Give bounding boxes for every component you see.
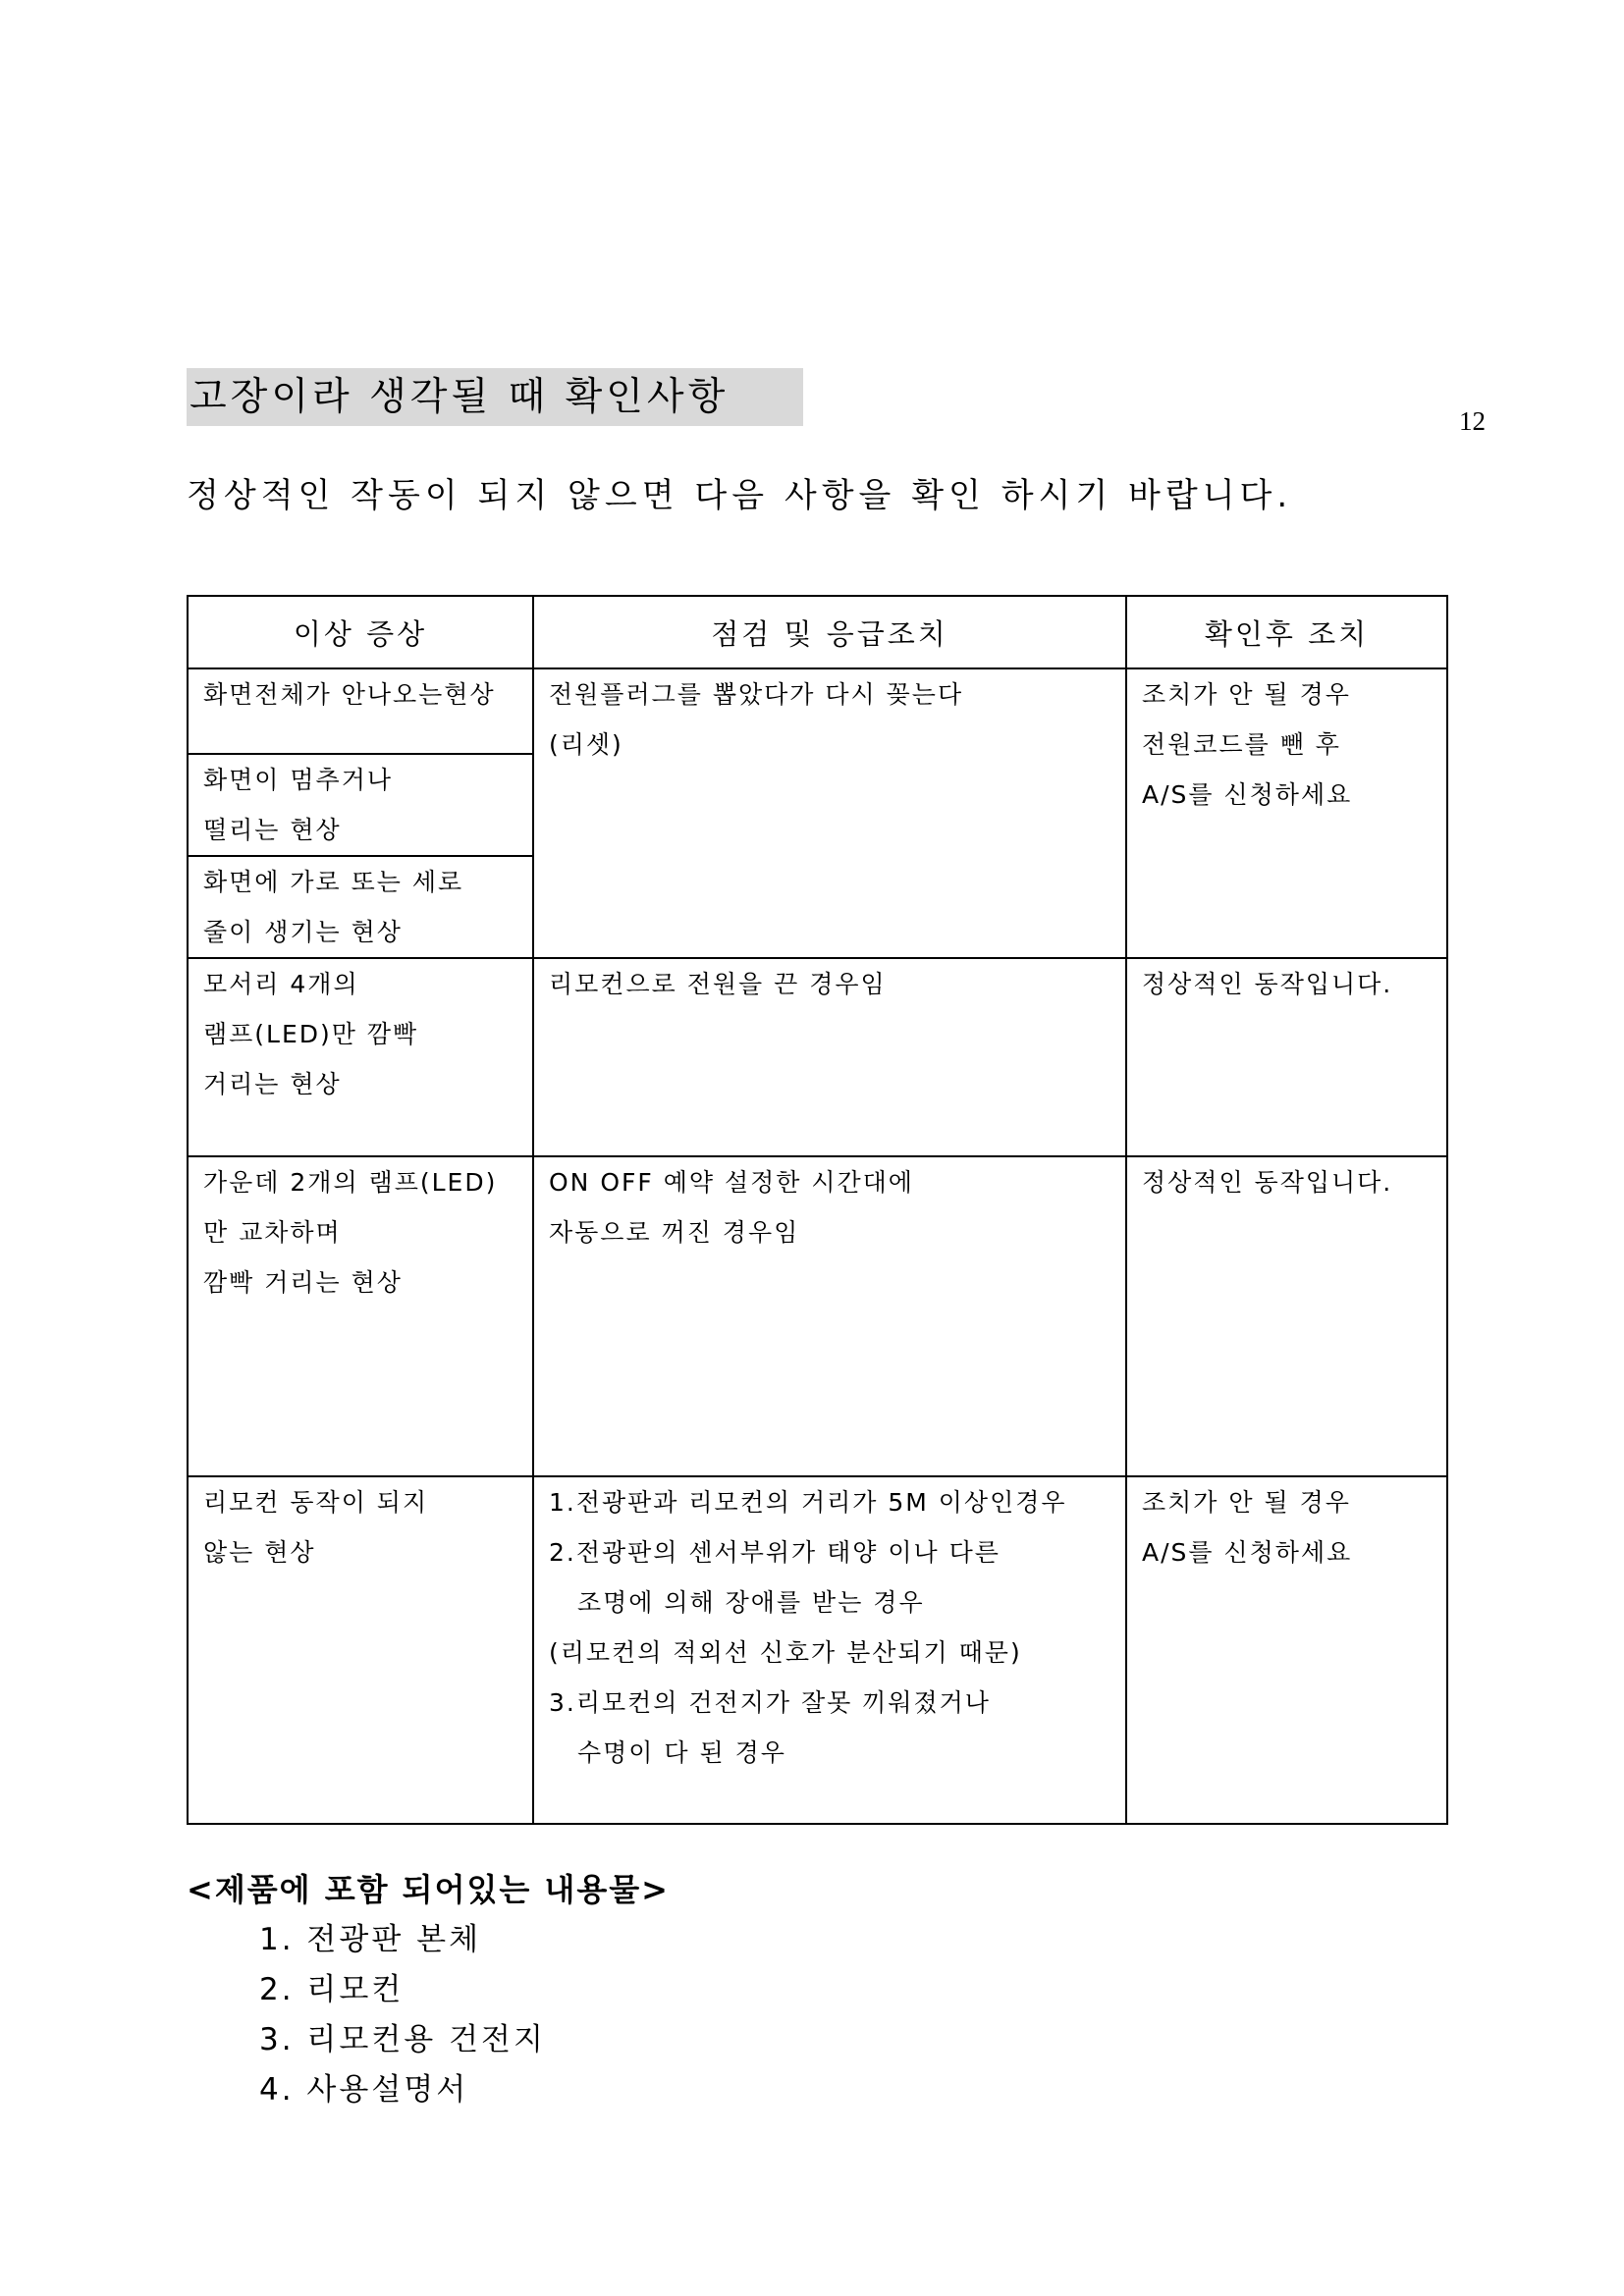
- header-action: 확인후 조치: [1126, 596, 1447, 668]
- list-item: 3. 리모컨용 건전지: [259, 2022, 546, 2057]
- action-cell: [1126, 1476, 1447, 1824]
- table-row: [188, 1156, 1447, 1476]
- symptom-line: 만 교차하며: [203, 1218, 342, 1247]
- symptom-cell: [188, 1156, 533, 1476]
- check-cell: [533, 958, 1126, 1156]
- symptom-line: 줄이 생기는 현상: [203, 918, 403, 946]
- symptom-line: 램프(LED)만 깜빡: [203, 1020, 419, 1048]
- action-cell: [1126, 958, 1447, 1156]
- list-item: 4. 사용설명서: [259, 2072, 469, 2108]
- symptom-line: 화면전체가 안나오는현상: [203, 680, 496, 709]
- list-item: 1. 전광판 본체: [259, 1922, 482, 1957]
- symptom-line: 화면이 멈추거나: [203, 766, 393, 794]
- action-line: 정상적인 동작입니다.: [1142, 970, 1393, 998]
- check-cell: [533, 668, 1126, 958]
- symptom-line: 가운데 2개의 램프(LED): [203, 1168, 498, 1197]
- list-item: 2. 리모컨: [259, 1972, 405, 2007]
- troubleshooting-table: [187, 595, 1448, 1825]
- action-line: 조치가 안 될 경우: [1142, 680, 1351, 709]
- check-cell: [533, 1476, 1126, 1824]
- symptom-line: 리모컨 동작이 되지: [203, 1488, 429, 1517]
- symptom-line: 거리는 현상: [203, 1070, 342, 1098]
- check-line: 조명에 의해 장애를 받는 경우: [577, 1588, 925, 1617]
- table-row: [188, 958, 1447, 1156]
- check-line: 전원플러그를 뽑았다가 다시 꽂는다: [549, 680, 964, 709]
- check-line: 2.전광판의 센서부위가 태양 이나 다른: [549, 1538, 1001, 1567]
- symptom-line: 모서리 4개의: [203, 970, 359, 998]
- symptom-cell: [188, 958, 533, 1156]
- action-cell: [1126, 668, 1447, 958]
- contents-list: [259, 1915, 1143, 2115]
- symptom-line: 않는 현상: [203, 1538, 316, 1567]
- page-number: 12: [1459, 406, 1486, 436]
- symptom-line: 떨리는 현상: [203, 816, 342, 844]
- symptom-cell: [188, 856, 533, 958]
- check-line: 수명이 다 된 경우: [577, 1738, 786, 1767]
- action-line: 조치가 안 될 경우: [1142, 1488, 1351, 1517]
- section-title: 고장이라 생각될 때 확인사항: [189, 375, 730, 419]
- header-check: 점검 및 응급조치: [533, 596, 1126, 668]
- action-line: 전원코드를 뺀 후: [1142, 730, 1341, 759]
- check-line: 1.전광판과 리모컨의 거리가 5M 이상인경우: [549, 1488, 1067, 1517]
- symptom-line: 화면에 가로 또는 세로: [203, 868, 464, 896]
- check-line: (리모컨의 적외선 신호가 분산되기 때문): [549, 1638, 1022, 1667]
- table-header-row: [188, 596, 1447, 668]
- check-line: (리셋): [549, 730, 623, 759]
- action-cell: [1126, 1156, 1447, 1476]
- action-line: A/S를 신청하세요: [1142, 1538, 1353, 1567]
- check-line: 3.리모컨의 건전지가 잘못 끼워졌거나: [549, 1688, 991, 1717]
- header-symptom: 이상 증상: [188, 596, 533, 668]
- symptom-cell: [188, 754, 533, 856]
- contents-heading: <제품에 포함 되어있는 내용물>: [187, 1871, 670, 1908]
- table-row: [188, 1476, 1447, 1824]
- action-line: A/S를 신청하세요: [1142, 780, 1353, 809]
- section-subtitle: 정상적인 작동이 되지 않으면 다음 사항을 확인 하시기 바랍니다.: [187, 476, 1293, 515]
- action-line: 정상적인 동작입니다.: [1142, 1168, 1393, 1197]
- check-line: 자동으로 꺼진 경우임: [549, 1218, 800, 1247]
- symptom-line: 깜빡 거리는 현상: [203, 1268, 403, 1297]
- section-title-box: [187, 368, 803, 426]
- check-cell: [533, 1156, 1126, 1476]
- table-row: [188, 668, 1447, 754]
- check-line: ON OFF 예약 설정한 시간대에: [549, 1168, 914, 1197]
- check-line: 리모컨으로 전원을 끈 경우임: [549, 970, 887, 998]
- symptom-cell: [188, 668, 533, 754]
- symptom-cell: [188, 1476, 533, 1824]
